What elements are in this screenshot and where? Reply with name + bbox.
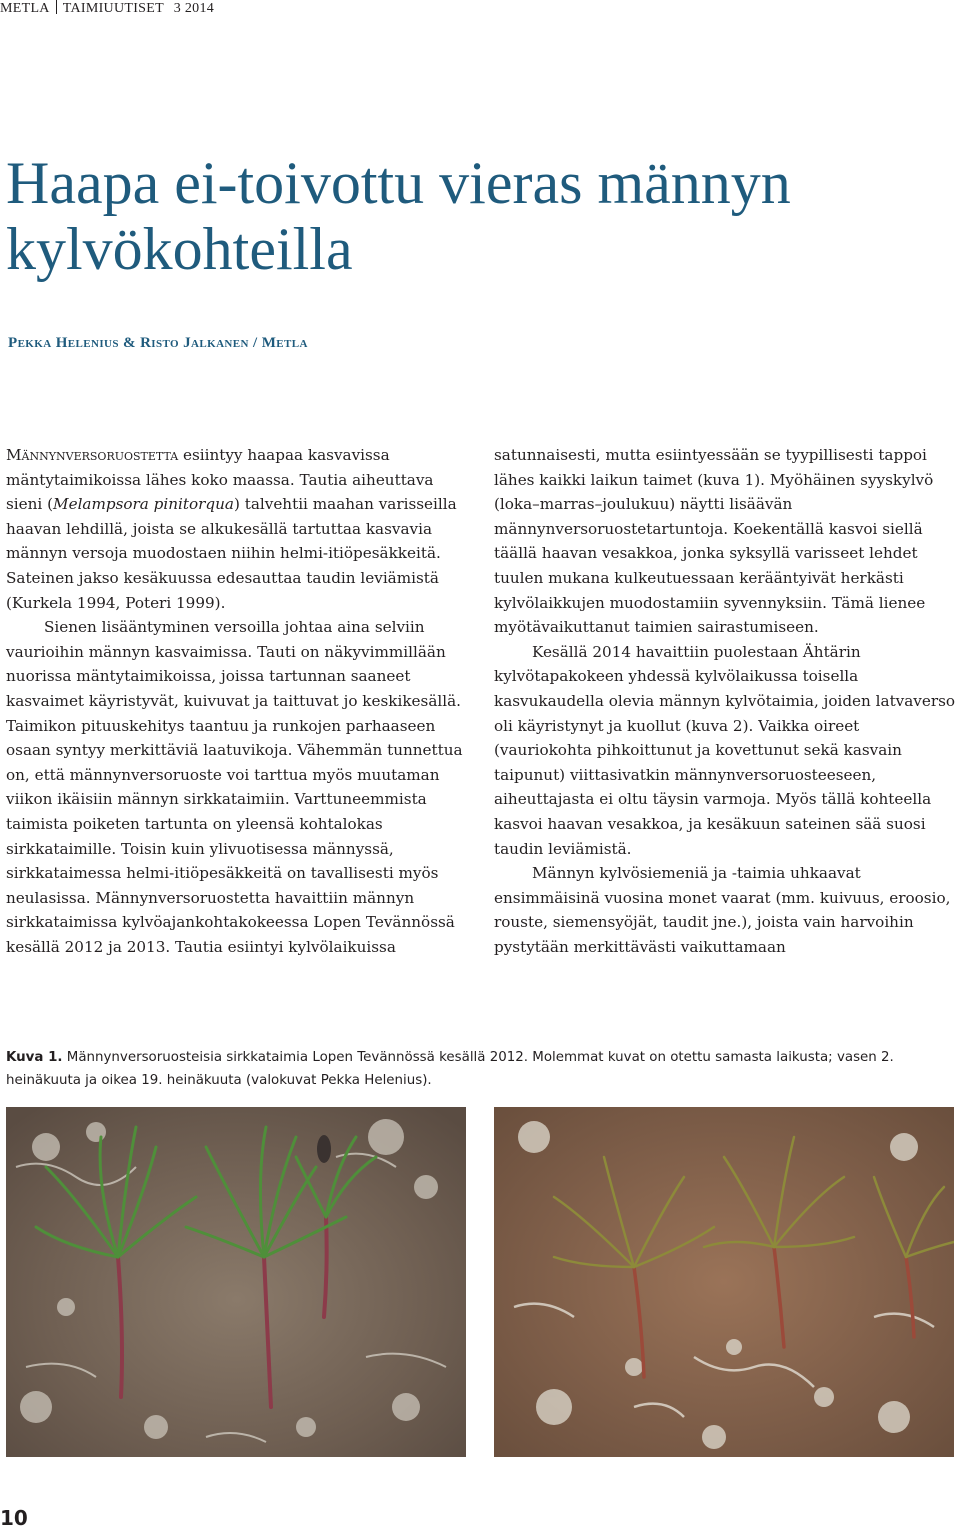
body-column-right bbox=[494, 443, 956, 959]
lead-word: Männynversoruostetta bbox=[6, 446, 179, 464]
running-header bbox=[0, 0, 214, 20]
header-divider bbox=[56, 0, 57, 14]
paragraph-ahtari: Kesällä 2014 havaittiin puolestaan Ähtärin kylvötapakokeen yhdessä kylvölaikussa toisella kasvukaudella olevia männyn kylvötaimia, joiden latvaverso oli käyristynyt ja kuollut (kuva 2). Vaikka oireet (vauriokohta pihkoittunut ja kovettunut sekä kasvain taipunut) viittasivatkin männynversoruosteeseen, aiheuttajasta ei oltu täysin varmoja. Myös tällä kohteella kasvoi haavan vesakkoa, ja kesäkuun sateinen sää suosi taudin leviämistä. bbox=[494, 642, 956, 858]
species-name: Melampsora pinitorqua bbox=[53, 495, 234, 514]
issue-number: 3 2014 bbox=[173, 1, 215, 16]
paragraph-intro bbox=[6, 443, 466, 615]
photo-seedlings-early-july bbox=[6, 1107, 466, 1457]
paragraph-threats: Männyn kylvösiemeniä ja -taimia uhkaavat ensimmäisinä vuosina monet vaarat (mm. kuivuus, eroosio, rouste, siemensyöjät, taudit jne.), joista vain harvoihin pystytään merkittävästi vaikuttamaan bbox=[494, 864, 951, 956]
series-name: TAIMIUUTISET bbox=[62, 1, 164, 16]
intro-text-a: esiintyy haapaa kasvavissa mäntytaimikoissa lähes koko maassa. Tautia aiheuttava sieni ( bbox=[6, 446, 434, 514]
photo-seedlings-late-july bbox=[494, 1107, 954, 1457]
figure-label: Kuva 1. bbox=[6, 1050, 63, 1065]
article-title: Haapa ei-toivottu vieras männyn kylvökohteilla bbox=[6, 150, 791, 282]
paragraph-continuation: satunnaisesti, mutta esiintyessään se tyypillisesti tappoi lähes kaikki laikun taimet (kuva 1). Myöhäinen syyskylvö (loka–marras–joulukuu) näytti lisäävän männynversoruostetartuntoja. Koekentällä kasvoi siellä täällä haavan vesakkoa, jonka syksyllä varisseet lehdet tuulen mukana kulkeutuessaan kerääntyivät herkästi kylvölaikkujen muodostamiin syvennyksiin. Tämä lienee myötävaikuttanut taimien sairastumiseen. bbox=[494, 446, 934, 637]
figure-caption-text: Männynversoruosteisia sirkkataimia Lopen Tevännössä kesällä 2012. Molemmat kuvat on otettu samasta laikusta; vasen 2. heinäkuuta ja oikea 19. heinäkuuta (valokuvat Pekka Helenius). bbox=[6, 1050, 894, 1088]
author-line: Pekka Helenius & Risto Jalkanen / Metla bbox=[8, 335, 308, 351]
page-number: 10 bbox=[0, 1506, 28, 1530]
paragraph-infection: Sienen lisääntyminen versoilla johtaa aina selviin vaurioihin männyn kasvaimissa. Tauti on näkyvimmillään nuorissa mäntytaimikoissa, joissa tartunnan saaneet kasvaimet käyristyvät, kuivuvat ja taittuvat jo keskikesällä. Taimikon pituuskehitys taantuu ja runkojen parhaaseen osaan syntyy merkittäviä laatuvikoja. Vähemmän tunnettua on, että männynversoruoste voi tarttua myös muutaman viikon ikäisiin männyn sirkkataimiin. Varttuneemmista taimista poiketen tartunta on yleensä kohtalokas sirkkataimille. Toisin kuin ylivuotisessa männyssä, sirkkataimessa helmi-itiöpesäkkeitä on tavallisesti myös neulasissa. Männynversoruostetta havaittiin männyn sirkkataimissa kylvöajankohtakokeessa Lopen Tevännössä kesällä 2012 ja 2013. Tautia esiintyi kylvölaikuissa bbox=[6, 618, 463, 956]
intro-text-b: ) talvehtii maahan varisseilla haavan lehdillä, joista se alkukesällä tartuttaa kasvavia männyn versoja muodostaen niihin helmi-itiöpesäkkeitä. Sateinen jakso kesäkuussa edesauttaa taudin leviämistä (Kurkela 1994, Poteri 1999). bbox=[6, 495, 457, 612]
body-column-left bbox=[6, 443, 466, 959]
publication-name: METLA bbox=[0, 1, 50, 16]
figure-caption bbox=[6, 1046, 951, 1092]
